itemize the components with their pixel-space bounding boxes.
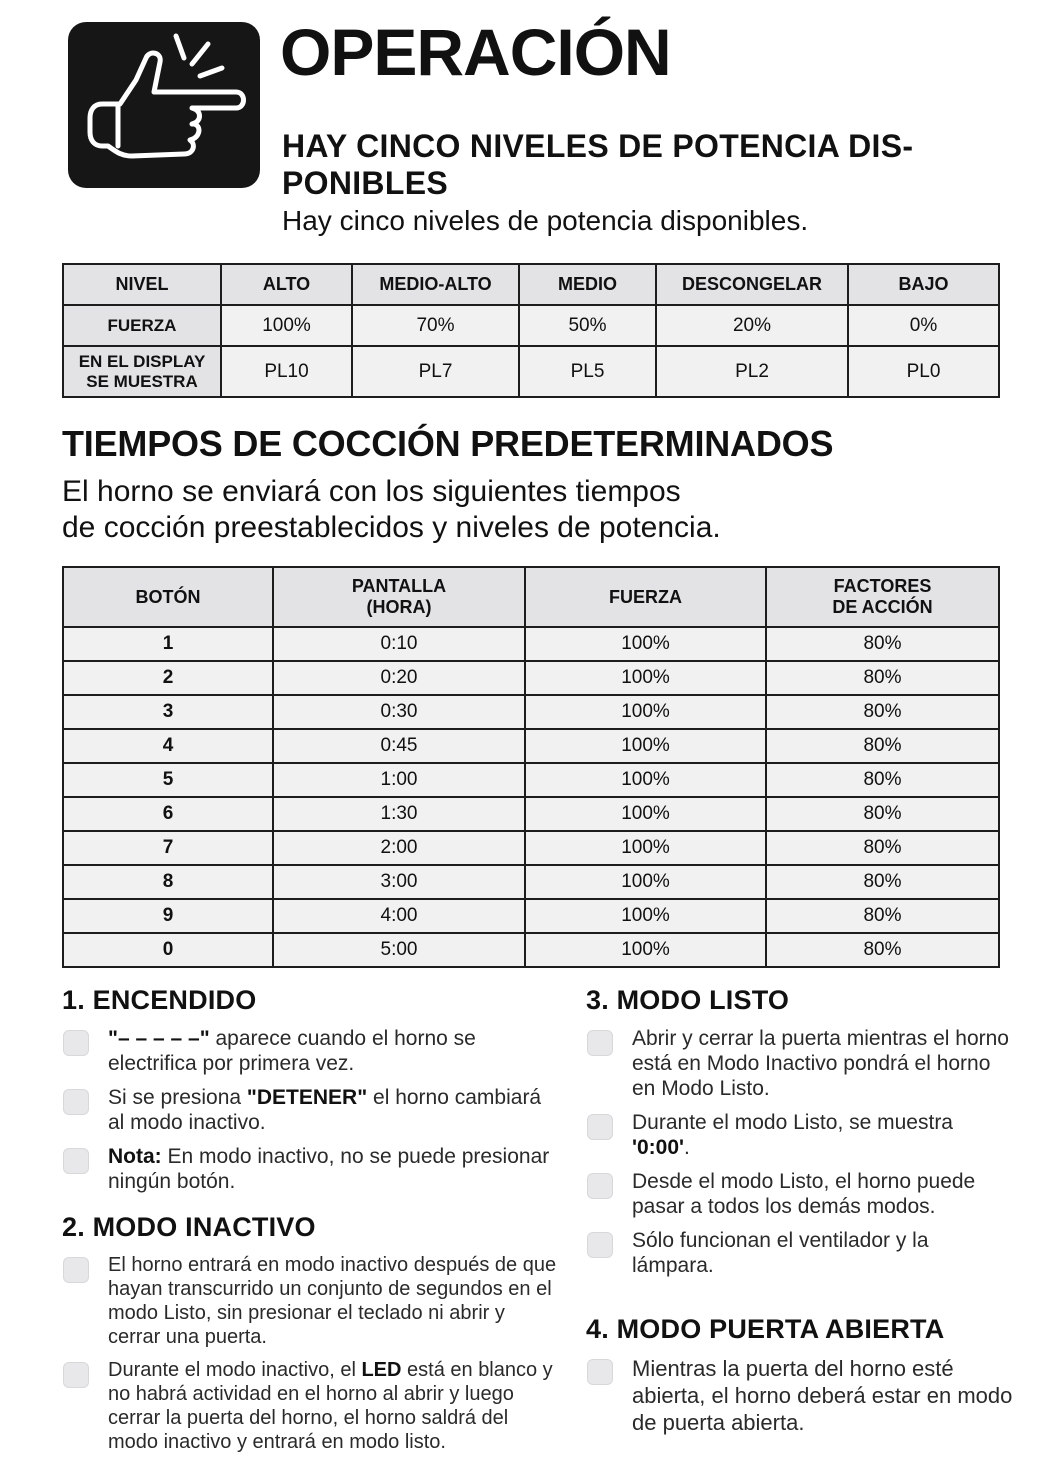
item-text: Mientras la puerta del horno esté abierta, el horno deberá estar en modo de puerta abierta. — [632, 1356, 1013, 1435]
table-cell: 3:00 — [273, 865, 525, 899]
table-cell: 0 — [63, 933, 273, 967]
table-row — [63, 899, 999, 933]
item-text: Durante el modo inactivo, el — [108, 1359, 362, 1381]
table-header-line2: (HORA) — [366, 597, 432, 617]
table-cell: 80% — [766, 899, 999, 933]
table-cell: 80% — [766, 661, 999, 695]
cooking-times-description-line1: El horno se enviará con los siguientes tiempos — [62, 475, 681, 508]
list-item — [586, 1110, 1016, 1160]
table-cell: 0:20 — [273, 661, 525, 695]
checkbox-icon — [587, 1173, 613, 1199]
table-cell: 100% — [525, 933, 766, 967]
table-cell: 20% — [656, 305, 848, 346]
checkbox-icon — [63, 1257, 89, 1283]
row-label: FUERZA — [63, 305, 221, 346]
table-cell: 100% — [525, 763, 766, 797]
table-header-line1: PANTALLA — [351, 576, 447, 596]
table-row — [63, 797, 999, 831]
table-row — [63, 567, 999, 627]
table-row — [63, 831, 999, 865]
table-row — [63, 627, 999, 661]
table-cell: PL0 — [848, 346, 999, 397]
left-column — [62, 985, 562, 1463]
table-cell: 100% — [525, 865, 766, 899]
table-cell: 80% — [766, 933, 999, 967]
table-cell: 5 — [63, 763, 273, 797]
table-cell: 80% — [766, 797, 999, 831]
bold-text: '0:00' — [632, 1136, 685, 1159]
table-cell: PL7 — [352, 346, 519, 397]
list-item — [62, 1253, 562, 1349]
checkbox-icon — [63, 1148, 89, 1174]
table-header: FUERZA — [525, 567, 766, 627]
table-header: BOTÓN — [63, 567, 273, 627]
cooking-times-body — [63, 627, 999, 967]
table-cell: 0:10 — [273, 627, 525, 661]
power-levels-description: Hay cinco niveles de potencia disponibles. — [282, 205, 809, 236]
table-cell: 100% — [525, 695, 766, 729]
item-text: Durante el modo Listo, se muestra — [632, 1111, 953, 1134]
table-cell: 80% — [766, 865, 999, 899]
item-text: el horno cambiará al modo inactivo. — [108, 1086, 542, 1134]
list-item — [62, 1026, 562, 1076]
table-cell: 100% — [221, 305, 352, 346]
list-item — [62, 1358, 562, 1454]
table-cell: 5:00 — [273, 933, 525, 967]
table-header: ALTO — [221, 264, 352, 305]
table-cell: 0% — [848, 305, 999, 346]
checkbox-icon — [63, 1030, 89, 1056]
table-cell: 100% — [525, 797, 766, 831]
section-title-inactivo: 2. MODO INACTIVO — [62, 1212, 316, 1242]
list-item — [586, 1355, 1016, 1436]
table-header-line2: DE ACCIÓN — [832, 597, 933, 617]
table-row — [63, 763, 999, 797]
table-cell: 0:30 — [273, 695, 525, 729]
table-cell: 80% — [766, 627, 999, 661]
section-title-listo: 3. MODO LISTO — [586, 985, 790, 1015]
table-cell: 100% — [525, 661, 766, 695]
section-title-encendido: 1. ENCENDIDO — [62, 985, 257, 1015]
table-header-line1: FACTORES — [833, 576, 932, 596]
operation-logo — [68, 22, 260, 188]
table-header: DESCONGELAR — [656, 264, 848, 305]
checkbox-icon — [587, 1232, 613, 1258]
table-cell: 80% — [766, 729, 999, 763]
item-text: está en blanco y no habrá actividad en el horno al abrir y luego cerrar la puerta del horno, el horno saldrá del modo inactivo y entrará en modo listo. — [108, 1359, 553, 1453]
table-cell: 80% — [766, 695, 999, 729]
power-levels-table — [62, 263, 1000, 398]
table-row — [63, 661, 999, 695]
table-row — [63, 865, 999, 899]
list-item — [586, 1169, 1016, 1219]
table-cell: 70% — [352, 305, 519, 346]
table-cell: 1:00 — [273, 763, 525, 797]
item-text: Sólo funcionan el ventilador y la lámpara. — [632, 1229, 929, 1277]
table-cell: 80% — [766, 763, 999, 797]
table-header — [273, 567, 525, 627]
table-cell: 9 — [63, 899, 273, 933]
table-cell: 2:00 — [273, 831, 525, 865]
table-cell: 1:30 — [273, 797, 525, 831]
table-cell: 0:45 — [273, 729, 525, 763]
table-row — [63, 305, 999, 346]
table-cell: 4 — [63, 729, 273, 763]
power-levels-heading-line1: HAY CINCO NIVELES DE POTENCIA DIS- — [282, 128, 914, 164]
cooking-times-title: TIEMPOS DE COCCIÓN PREDETERMINADOS — [62, 423, 834, 464]
table-cell: 100% — [525, 627, 766, 661]
table-row — [63, 695, 999, 729]
page-title: OPERACIÓN — [280, 15, 671, 89]
bold-text: "DETENER" — [246, 1086, 368, 1109]
table-row — [63, 933, 999, 967]
table-header: MEDIO-ALTO — [352, 264, 519, 305]
cooking-times-table — [62, 566, 1000, 968]
item-text: Abrir y cerrar la puerta mientras el horno está en Modo Inactivo pondrá el horno en Modo Listo. — [632, 1027, 1009, 1100]
table-cell: 1 — [63, 627, 273, 661]
item-text: Desde el modo Listo, el horno puede pasar a todos los demás modos. — [632, 1170, 976, 1218]
table-cell: PL5 — [519, 346, 656, 397]
item-text: El horno entrará en modo inactivo después de que hayan transcurrido un conjunto de segundos en el modo Listo, sin presionar el teclado ni abrir y cerrar una puerta. — [108, 1254, 557, 1348]
item-text: . — [684, 1136, 690, 1159]
table-cell: 3 — [63, 695, 273, 729]
table-cell: PL10 — [221, 346, 352, 397]
table-header: NIVEL — [63, 264, 221, 305]
table-cell: 8 — [63, 865, 273, 899]
table-header — [766, 567, 999, 627]
list-item — [586, 1228, 1016, 1278]
power-levels-heading-line2: PONIBLES — [282, 165, 448, 201]
cooking-times-description — [62, 474, 962, 546]
table-row — [63, 346, 999, 397]
bold-text: "– – – – –" — [108, 1027, 210, 1050]
table-cell: 6 — [63, 797, 273, 831]
checkbox-icon — [587, 1359, 613, 1385]
table-cell: 100% — [525, 831, 766, 865]
row-label-line2: SE MUESTRA — [86, 371, 198, 391]
table-cell: 4:00 — [273, 899, 525, 933]
table-cell: 50% — [519, 305, 656, 346]
table-header: MEDIO — [519, 264, 656, 305]
section-title-puerta: 4. MODO PUERTA ABIERTA — [586, 1314, 945, 1344]
checkbox-icon — [63, 1362, 89, 1388]
table-cell: 80% — [766, 831, 999, 865]
list-item — [586, 1026, 1016, 1101]
bold-text: LED — [361, 1359, 402, 1381]
checkbox-icon — [587, 1030, 613, 1056]
table-header: BAJO — [848, 264, 999, 305]
cooking-times-description-line2: de cocción preestablecidos y niveles de potencia. — [62, 511, 721, 544]
table-cell: 100% — [525, 899, 766, 933]
table-cell: 100% — [525, 729, 766, 763]
bold-text: Nota: — [108, 1145, 162, 1168]
list-item — [62, 1085, 562, 1135]
right-column — [586, 985, 1016, 1445]
table-cell: 7 — [63, 831, 273, 865]
item-text: Si se presiona — [108, 1086, 247, 1109]
table-cell: 2 — [63, 661, 273, 695]
item-text: En modo inactivo, no se puede presionar ningún botón. — [108, 1145, 550, 1193]
checkbox-icon — [63, 1089, 89, 1115]
list-item — [62, 1144, 562, 1194]
power-levels-heading — [282, 128, 982, 202]
row-label-line1: EN EL DISPLAY — [78, 351, 206, 371]
table-row — [63, 264, 999, 305]
table-row — [63, 729, 999, 763]
table-cell: PL2 — [656, 346, 848, 397]
item-text: aparece cuando el horno se electrifica por primera vez. — [108, 1027, 476, 1075]
row-label — [63, 346, 221, 397]
checkbox-icon — [587, 1114, 613, 1140]
pointing-hand-icon — [68, 22, 260, 188]
